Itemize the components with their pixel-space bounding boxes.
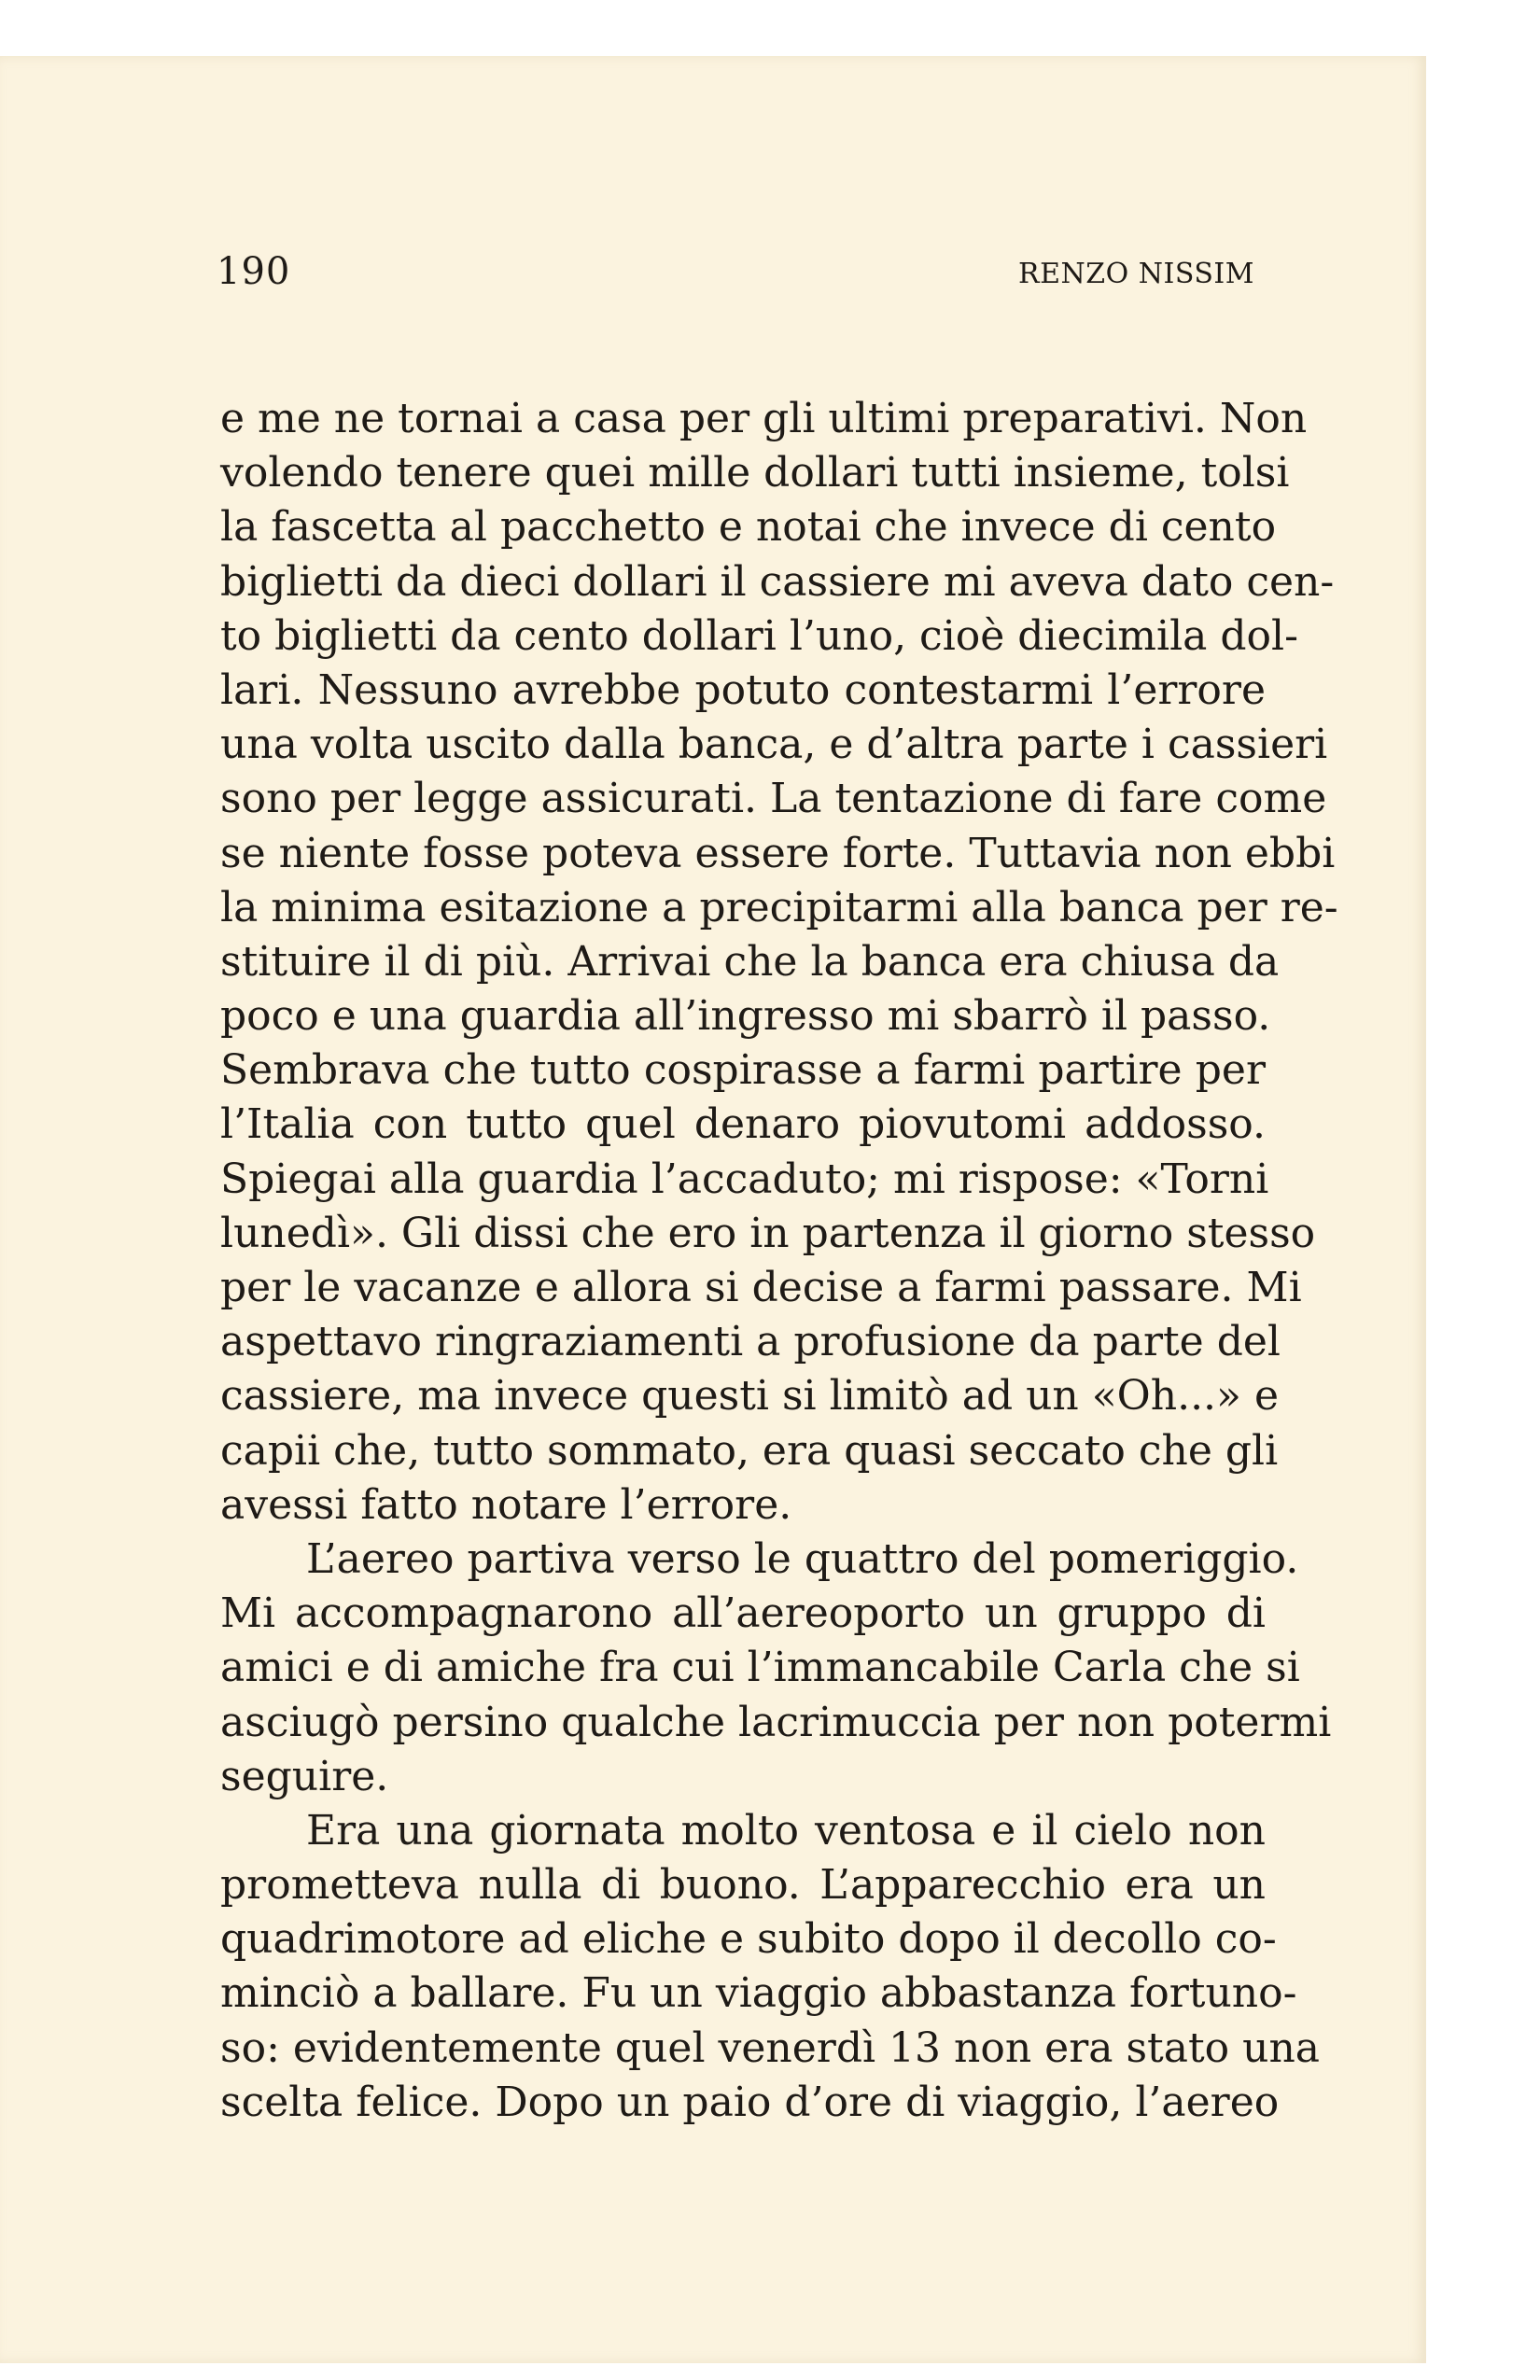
text-line: Era una giornata molto ventosa e il cielo non <box>306 1806 1266 1855</box>
text-line: minciò a ballare. Fu un viaggio abbastanza fortuno- <box>220 1969 1297 2018</box>
text-line: sono per legge assicurati. La tentazione di fare come <box>220 775 1327 823</box>
book-page <box>0 56 1426 2363</box>
text-line: lunedì». Gli dissi che ero in partenza il giorno stesso <box>220 1209 1316 1257</box>
text-line: avessi fatto notare l’errore. <box>220 1480 792 1529</box>
text-line: l’Italia con tutto quel denaro piovutomi addosso. <box>220 1100 1266 1149</box>
text-line: capii che, tutto sommato, era quasi seccato che gli <box>220 1426 1279 1475</box>
text-line: Sembrava che tutto cospirasse a farmi partire per <box>220 1046 1266 1095</box>
text-line: la fascetta al pacchetto e notai che invece di cento <box>220 503 1277 552</box>
text-line: Mi accompagnarono all’aereoporto un gruppo di <box>220 1589 1266 1638</box>
text-line: stituire il di più. Arrivai che la banca era chiusa da <box>220 937 1280 986</box>
running-title: RENZO NISSIM <box>1018 258 1254 290</box>
text-line: scelta felice. Dopo un paio d’ore di viaggio, l’aereo <box>220 2078 1280 2126</box>
text-line: seguire. <box>220 1752 389 1800</box>
running-head <box>217 250 1254 306</box>
page-number: 190 <box>217 250 291 293</box>
text-line: e me ne tornai a casa per gli ultimi preparativi. Non <box>220 395 1308 442</box>
scanned-page <box>0 56 1426 2363</box>
text-line: aspettavo ringraziamenti a profusione da parte del <box>220 1318 1281 1366</box>
text-line: amici e di amiche fra cui l’immancabile Carla che si <box>220 1644 1300 1692</box>
text-line: lari. Nessuno avrebbe potuto contestarmi l’errore <box>220 665 1266 714</box>
text-line: la minima esitazione a precipitarmi alla banca per re- <box>220 883 1338 931</box>
text-line: se niente fosse poteva essere forte. Tuttavia non ebbi <box>220 829 1336 877</box>
text-line: quadrimotore ad eliche e subito dopo il decollo co- <box>220 1915 1277 1964</box>
text-line: so: evidentemente quel venerdì 13 non era stato una <box>220 2023 1321 2072</box>
text-line: biglietti da dieci dollari il cassiere mi aveva dato cen- <box>220 557 1335 606</box>
text-line: Spiegai alla guardia l’accaduto; mi rispose: «Torni <box>220 1155 1269 1203</box>
text-line: to biglietti da cento dollari l’uno, cioè diecimila dol- <box>220 611 1298 660</box>
text-line: prometteva nulla di buono. L’apparecchio era un <box>220 1861 1266 1910</box>
text-line: asciugò persino qualche lacrimuccia per non potermi <box>220 1698 1332 1746</box>
text-line: volendo tenere quei mille dollari tutti insieme, tolsi <box>220 449 1290 497</box>
text-line: L’aereo partiva verso le quattro del pomeriggio. <box>306 1534 1299 1583</box>
body-text <box>220 392 1338 2130</box>
text-line: poco e una guardia all’ingresso mi sbarrò il passo. <box>220 992 1271 1041</box>
text-line: per le vacanze e allora si decise a farmi passare. Mi <box>220 1264 1302 1311</box>
text-line: cassiere, ma invece questi si limitò ad un «Oh...» e <box>220 1372 1279 1421</box>
text-line: una volta uscito dalla banca, e d’altra parte i cassieri <box>220 721 1328 769</box>
